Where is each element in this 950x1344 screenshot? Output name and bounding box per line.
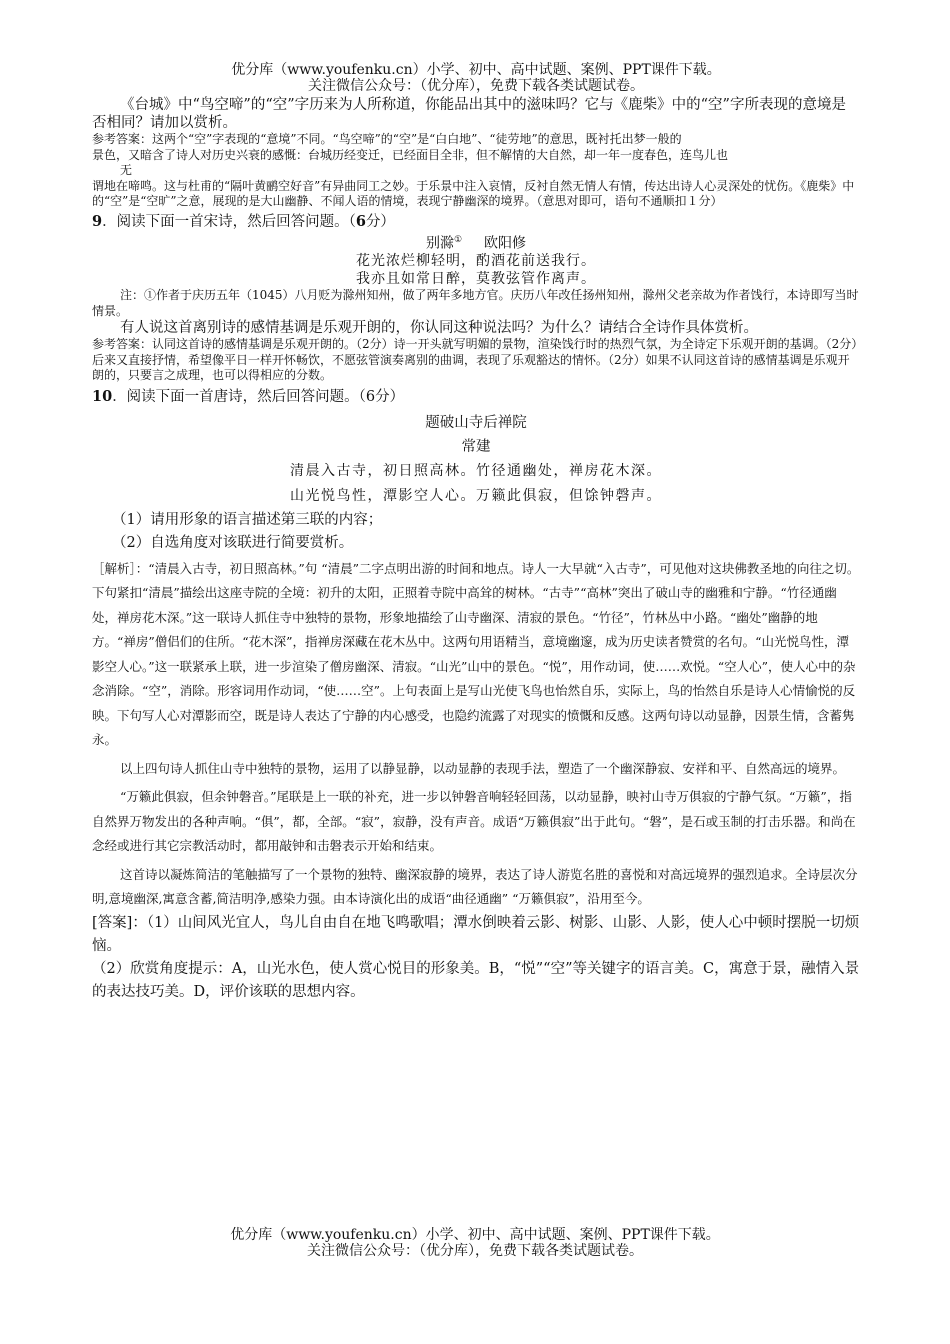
q9-answer: 参考答案：认同这首诗的感情基调是乐观开朗的。（2分）诗一开头就写明媚的景物，渲染饯行时的热烈气氛，为全诗定下乐观开朗的基调。（2分）后来又直接抒情，希望像平日一样开怀畅饮，不愿弦管演奏离别的曲调，表现了乐观豁达的情怀。（2分）如果不认同这首诗的感情基调是乐观开朗的，只要言之成理，也可以得相应的分数。 [92, 337, 858, 383]
q10-heading [92, 387, 860, 407]
q9-number: 9 [92, 212, 103, 230]
q9-poem-heading [92, 232, 860, 253]
header-line-1: 优分库（www.youfenku.cn）小学、初中、高中试题、案例、PPT课件下载。 [231, 62, 721, 78]
footer-line-2: 关注微信公众号：（优分库），免费下载各类试题试卷。 [307, 1243, 643, 1259]
q9-prompt: ．阅读下面一首宋诗，然后回答问题。（ [102, 213, 356, 230]
q8-answer-line-1: 参考答案：这两个“空”字表现的“意境”不同。“鸟空啼”的“空”是“白白地”、“徒劳地”的意思，既衬托出梦一般的 [92, 132, 682, 146]
question-8 [92, 96, 860, 210]
q10-subquestion-2: （2）自选角度对该联进行简要赏析。 [112, 534, 354, 551]
header-line-2: 关注微信公众号：（优分库），免费下载各类试题试卷。 [308, 78, 644, 94]
document-page [92, 62, 860, 1004]
q9-poem-author: 欧阳修 [484, 235, 527, 252]
page-header [92, 62, 860, 94]
q8-answer-line-3: 无 [120, 163, 133, 177]
question-10 [92, 387, 860, 1004]
q10-analysis-3: “万籁此俱寂，但余钟磐音。”尾联是上一联的补充，进一步以钟磐音响轻轻回荡，以动显静，映衬山寺万俱寂的宁静气氛。“万籁”，指自然界万物发出的各种声响。“俱”，都，全部。“寂”，寂静，没有声音。成语“万籁俱寂”出于此句。“磐”，是石或玉制的打击乐器。和尚在念经或进行其它宗教活动时，都用敲钟和击磐表示开始和结束。 [92, 789, 856, 854]
q9-poem-line-1: 花光浓烂柳轻明，酌酒花前送我行。 [356, 253, 596, 270]
q9-prompt-end: 分） [365, 213, 395, 230]
q10-analysis-2: 以上四句诗人抓住山寺中独特的景物，运用了以静显静，以动显静的表现手法，塑造了一个幽深静寂、安祥和平、自然高远的境界。 [120, 760, 846, 776]
q10-analysis-1: ［解析］：“清晨入古寺，初日照高林。”句 “清晨”二字点明出游的时间和地点。诗人一大早就“入古寺”，可见他对这块佛教圣地的向往之切。下句紧扣“清晨”描绘出这座寺院的全境：初升的太阳，正照着寺院中高耸的树林。“古寺”“高林”突出了破山寺的幽雅和宁静。“竹径通幽处，禅房花木深。”这一联诗人抓住寺中独特的景物，形象地描绘了山寺幽深、清寂的景色。“竹径”，竹林丛中小路。“幽处”幽静的地方。“禅房”僧侣们的住所。“花木深”，指禅房深藏在花木丛中。这两句用语精当，意境幽邃，成为历史读者赞赏的名句。“山光悦鸟性，潭影空人心。”这一联紧承上联，进一步渲染了僧房幽深、清寂。“山光”山中的景色。“悦”，用作动词，使……欢悦。“空人心”，使人心中的杂念消除。“空”，消除。形容词用作动词，“使……空”。上句表面上是写山光使飞鸟也怡然自乐，实际上，鸟的怡然自乐是诗人心情愉悦的反映。下句写人心对潭影而空，既是诗人表达了宁静的内心感受，也隐约流露了对现实的愤慨和反感。这两句诗以动显静，因景生情，含蓄隽永。 [92, 560, 860, 748]
q10-subquestion-1: （1）请用形象的语言描述第三联的内容； [112, 511, 383, 528]
q9-question: 有人说这首离别诗的感情基调是乐观开朗的，你认同这种说法吗？为什么？请结合全诗作具体赏析。 [120, 320, 758, 337]
page-footer [0, 1227, 950, 1259]
footer-line-1: 优分库（www.youfenku.cn）小学、初中、高中试题、案例、PPT课件下载。 [230, 1227, 720, 1243]
q10-poem-line-2: 山光悦鸟性，潭影空人心。万籁此俱寂，但馀钟磬声。 [290, 487, 662, 504]
q8-answer-line-2: 景色，又暗含了诗人对历史兴衰的感慨：台城历经变迁，已经面目全非，但不解情的大自然，却一年一度春色，连鸟儿也 [92, 147, 729, 162]
q8-question: 《台城》中“鸟空啼”的“空”字历来为人所称道，你能品出其中的滋味吗？它与《鹿柴》中的“空”字所表现的意境是否相同？请加以赏析。 [92, 97, 846, 131]
question-9 [92, 212, 860, 384]
q10-prompt: ．阅读下面一首唐诗，然后回答问题。（6分） [112, 388, 405, 405]
q10-poem-author: 常建 [461, 438, 491, 455]
q10-analysis-4: 这首诗以凝炼简洁的笔触描写了一个景物的独特、幽深寂静的境界，表达了诗人游览名胜的喜悦和对高远境界的强烈追求。全诗层次分明,意境幽深,寓意含蓄,简洁明净,感染力强。由本诗演化出的成语“曲径通幽” “万籁俱寂”，沿用至今。 [92, 866, 858, 907]
q10-number: 10 [92, 387, 113, 405]
q8-answer-line-4: 谓地在啼鸣。这与杜甫的“隔叶黄鹂空好音”有异曲同工之妙。于乐景中注入哀情，反衬自然无情人有情，传达出诗人心灵深处的忧伤。《鹿柴》中的“空”是“空旷”之意，展现的是大山幽静、不闻人语的情境，表现宁静幽深的境界。（意思对即可，语句不通顺扣１分） [92, 178, 855, 208]
q10-poem-title: 题破山寺后禅院 [425, 414, 527, 431]
q9-heading [92, 212, 860, 232]
q9-poem-title: 别滁 [425, 235, 454, 252]
q9-score: 6 [355, 212, 366, 230]
q10-answer-1: [答案]：（1）山间风光宜人，鸟儿自由自在地飞鸣歌唱；潭水倒映着云影、树影、山影、人影，使人心中顿时摆脱一切烦恼。 [92, 914, 860, 954]
q10-answer-2: （2）欣赏角度提示：A，山光水色，使人赏心悦目的形象美。B，“悦”“空”等关键字的语言美。C，寓意于景，融情入景的表达技巧美。D，评价该联的思想内容。 [92, 960, 860, 1000]
q9-note: 注：①作者于庆历五年（1045）八月贬为滁州知州，做了两年多地方官。庆历八年改任扬州知州，滁州父老亲故为作者饯行，本诗即写当时情景。 [92, 288, 859, 318]
q9-poem-line-2: 我亦且如常日醉，莫教弦管作离声。 [356, 271, 596, 288]
q10-poem-line-1: 清晨入古寺，初日照高林。竹径通幽处，禅房花木深。 [290, 462, 662, 479]
q9-note-mark: ① [453, 234, 463, 245]
